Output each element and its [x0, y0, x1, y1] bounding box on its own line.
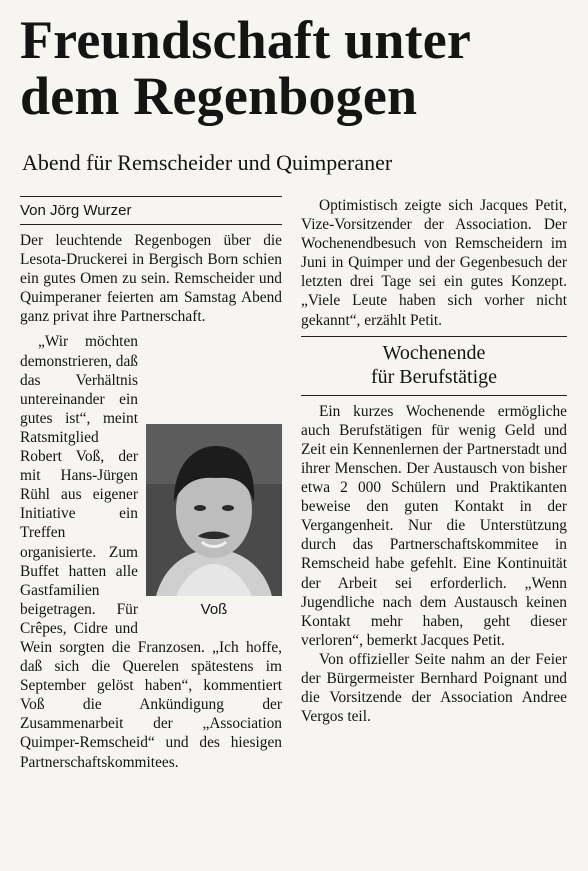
- portrait-image: [146, 424, 282, 596]
- byline-bottom-rule: [20, 224, 282, 225]
- section-bottom-rule: [301, 395, 567, 396]
- subheadline: Abend für Remscheider und Quimperaner: [22, 150, 393, 175]
- photo-box: [146, 424, 282, 620]
- left-column: [20, 196, 282, 772]
- paragraph-voss: „Wir möchten demonstrieren, daß das Verhältnis untereinander ein gutes ist“, meint Ratsmitglied Robert Voß, der mit Hans-Jürgen Rühl aus eigener Initiative ein Treffen organisierte. Zum Buffet hatten alle Gastfamilien beigetragen. Für Crêpes, Cidre und Wein sorgten die Franzosen. „Ich hoffe, daß sich die Querelen spätestens im September gelöst haben“, kommentiert Voß die Ankündigung der Zusammenarbeit der „Association Quimper-Remscheid“ und des hiesigen Partnerschaftskommitees.: [20, 333, 282, 771]
- headline: [20, 12, 580, 124]
- paragraph-weekend: Ein kurzes Wochenende ermögliche auch Berufstätigen für wenig Geld und Zeit ein Kennenlernen der Partnerstadt und ihrer Menschen. Der Austausch von bisher etwa 2 000 Schülern und Praktikanten beweise den guten Kontakt in der Vergangenheit. Nur die Unterstützung durch das Partnerschaftskommitee in Remscheid habe gefehlt. Eine Kontinuität der Arbeit sei erforderlich. „Wenn Jugendliche nach dem Austausch keinen Kontakt mehr haben, geht dieser verloren“, bemerkt Jacques Petit.: [301, 402, 567, 649]
- portrait-photo: [146, 424, 282, 596]
- byline: Von Jörg Wurzer: [20, 202, 132, 219]
- paragraph-officials: Von offizieller Seite nahm an der Feier der Bürgermeister Bernhard Poignant und die Vorsitzende der Association Andree Vergos teil.: [301, 650, 567, 726]
- section-heading-line-1: Wochenende: [382, 341, 486, 364]
- headline-line-2: dem Regenbogen: [20, 66, 418, 126]
- paragraph-petit: Optimistisch zeigte sich Jacques Petit, Vize-Vorsitzender der Association. Der Wochenendbesuch von Remscheidern im Juni in Quimper und der Gegenbesuch der letzten drei Tage sei ein gutes Konzept. „Viele Leute haben sich vorher nicht gekannt“, erzählt Petit.: [301, 197, 567, 329]
- paragraph-intro: Der leuchtende Regenbogen über die Lesota-Druckerei in Bergisch Born schien ein gutes Omen zu sein. Remscheider und Quimperaner feierten am Samstag Abend ganz privat ihre Partnerschaft.: [20, 232, 282, 326]
- headline-line-1: Freundschaft unter: [20, 10, 472, 70]
- photo-caption: Voß: [200, 601, 228, 619]
- right-column: [301, 196, 567, 726]
- section-heading-line-2: für Berufstätige: [370, 365, 498, 388]
- section-heading: [301, 337, 567, 395]
